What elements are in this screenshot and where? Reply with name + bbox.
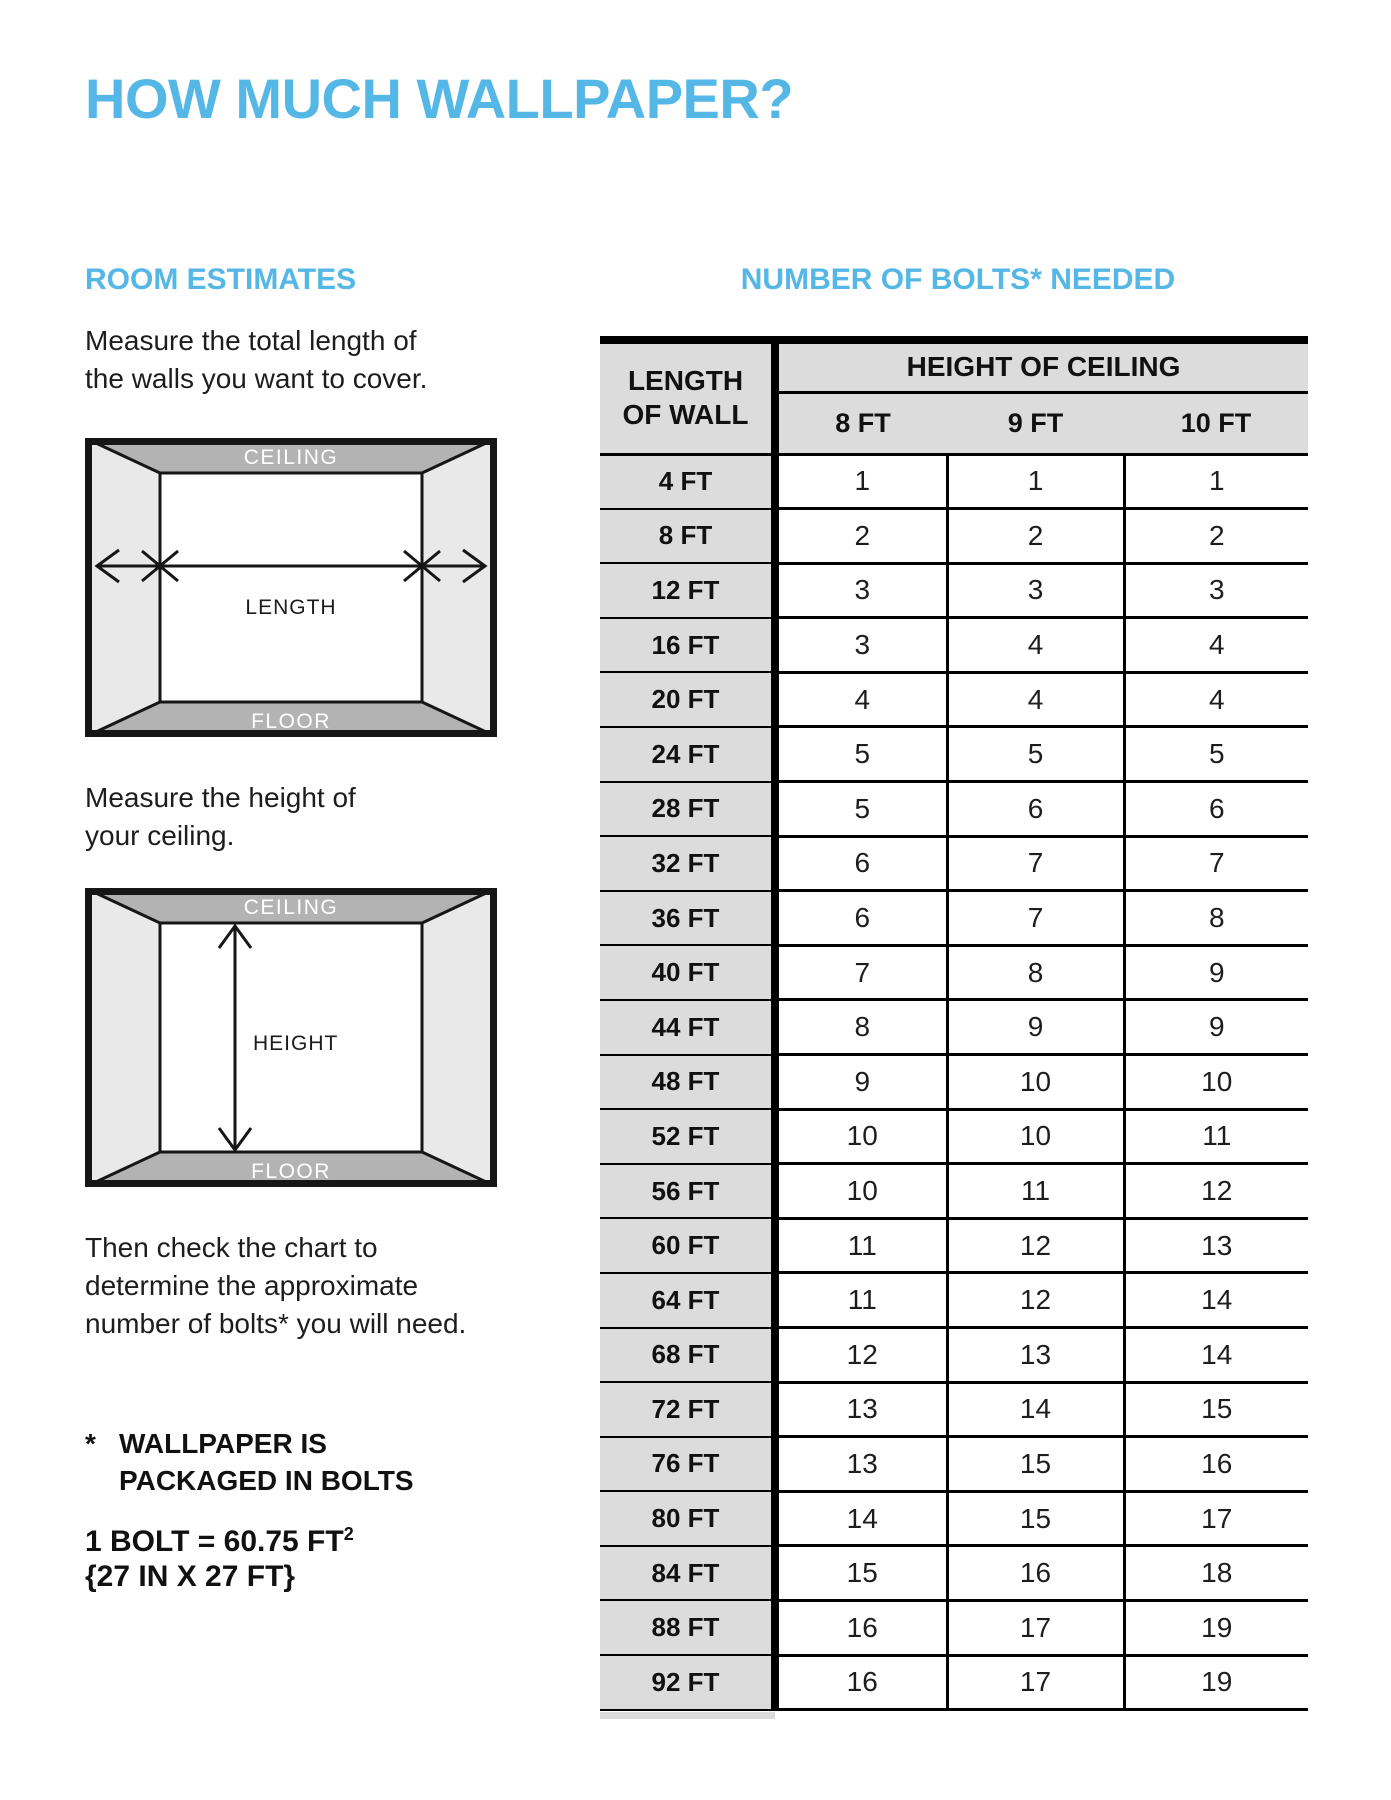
table-row bbox=[600, 1600, 1308, 1655]
bolt-count-cell: 7 bbox=[775, 945, 947, 1000]
wall-length-label: 60 FT bbox=[600, 1218, 775, 1273]
bolt-count-cell: 2 bbox=[1124, 509, 1308, 564]
bolt-count-cell: 16 bbox=[1124, 1437, 1308, 1492]
wall-length-label: 32 FT bbox=[600, 836, 775, 891]
bolt-count-cell: 9 bbox=[1124, 945, 1308, 1000]
wall-length-label: 68 FT bbox=[600, 1328, 775, 1383]
table-row bbox=[600, 1437, 1308, 1492]
wall-length-label: 24 FT bbox=[600, 727, 775, 782]
bolt-count-cell: 7 bbox=[1124, 836, 1308, 891]
bolt-count-cell: 5 bbox=[775, 782, 947, 837]
floor-label: FLOOR bbox=[251, 1160, 331, 1183]
column-header-8ft: 8 FT bbox=[775, 392, 947, 454]
wall-length-label: 20 FT bbox=[600, 672, 775, 727]
wall-length-label: 48 FT bbox=[600, 1055, 775, 1110]
bolt-count-cell: 17 bbox=[1124, 1491, 1308, 1546]
table-row bbox=[600, 454, 1308, 509]
table-row bbox=[600, 836, 1308, 891]
squared-superscript: 2 bbox=[343, 1524, 354, 1544]
bolt-count-cell: 19 bbox=[1124, 1600, 1308, 1655]
bolt-count-cell: 10 bbox=[775, 1164, 947, 1219]
bolt-count-cell: 4 bbox=[947, 618, 1124, 673]
page-title: HOW MUCH WALLPAPER? bbox=[85, 67, 794, 130]
paragraph-measure-height: Measure the height of your ceiling. bbox=[85, 782, 356, 851]
bolt-count-cell: 10 bbox=[947, 1109, 1124, 1164]
bolt-count-cell: 4 bbox=[1124, 618, 1308, 673]
bolt-count-cell: 7 bbox=[947, 891, 1124, 946]
table-row bbox=[600, 782, 1308, 837]
wall-length-label: 28 FT bbox=[600, 782, 775, 837]
bolt-count-cell: 3 bbox=[1124, 563, 1308, 618]
bolt-count-cell: 5 bbox=[1124, 727, 1308, 782]
bolt-count-cell: 8 bbox=[1124, 891, 1308, 946]
wall-length-label: 40 FT bbox=[600, 945, 775, 1000]
table-row bbox=[600, 509, 1308, 564]
room-length-diagram bbox=[85, 438, 497, 737]
bolt-count-cell: 3 bbox=[775, 618, 947, 673]
table-row bbox=[600, 1000, 1308, 1055]
table-row bbox=[600, 1328, 1308, 1383]
bolt-count-cell: 15 bbox=[947, 1491, 1124, 1546]
bolt-count-cell: 1 bbox=[775, 454, 947, 509]
label-column-end-strip bbox=[600, 1712, 775, 1719]
bolt-count-cell: 16 bbox=[775, 1655, 947, 1710]
ceiling-label: CEILING bbox=[243, 896, 339, 919]
wall-length-label: 88 FT bbox=[600, 1600, 775, 1655]
table-row bbox=[600, 1109, 1308, 1164]
bolt-count-cell: 3 bbox=[947, 563, 1124, 618]
wall-length-label: 80 FT bbox=[600, 1491, 775, 1546]
column-group-header-height-of-ceiling: HEIGHT OF CEILING bbox=[775, 340, 1308, 392]
table-row bbox=[600, 618, 1308, 673]
table-row bbox=[600, 1273, 1308, 1328]
bolt-count-cell: 11 bbox=[947, 1164, 1124, 1219]
bolt-count-cell: 12 bbox=[947, 1218, 1124, 1273]
wall-length-label: 76 FT bbox=[600, 1437, 775, 1492]
table-heading-wrap bbox=[600, 263, 1316, 297]
table-row bbox=[600, 1491, 1308, 1546]
wall-length-label: 52 FT bbox=[600, 1109, 775, 1164]
bolt-count-cell: 7 bbox=[947, 836, 1124, 891]
bolt-count-cell: 14 bbox=[775, 1491, 947, 1546]
table-row bbox=[600, 1655, 1308, 1710]
table-row bbox=[600, 1382, 1308, 1437]
bolt-count-cell: 5 bbox=[775, 727, 947, 782]
bolt-count-cell: 16 bbox=[947, 1546, 1124, 1601]
table-body bbox=[600, 454, 1308, 1710]
table-row bbox=[600, 945, 1308, 1000]
right-wall-surface bbox=[422, 438, 497, 737]
room-height-diagram bbox=[85, 888, 497, 1187]
table-row bbox=[600, 1218, 1308, 1273]
bolt-count-cell: 2 bbox=[947, 509, 1124, 564]
bolt-count-cell: 15 bbox=[1124, 1382, 1308, 1437]
wall-length-label: 8 FT bbox=[600, 509, 775, 564]
wall-length-label: 12 FT bbox=[600, 563, 775, 618]
bolt-count-cell: 16 bbox=[775, 1600, 947, 1655]
table-row bbox=[600, 891, 1308, 946]
bolt-count-cell: 13 bbox=[947, 1328, 1124, 1383]
bolt-count-cell: 15 bbox=[947, 1437, 1124, 1492]
bolt-count-cell: 10 bbox=[775, 1109, 947, 1164]
bolt-count-cell: 6 bbox=[947, 782, 1124, 837]
bolt-count-cell: 11 bbox=[775, 1218, 947, 1273]
bolt-count-cell: 4 bbox=[775, 672, 947, 727]
floor-label: FLOOR bbox=[251, 710, 331, 733]
bolt-count-cell: 2 bbox=[775, 509, 947, 564]
bolt-count-cell: 1 bbox=[947, 454, 1124, 509]
bolt-count-cell: 8 bbox=[775, 1000, 947, 1055]
bolt-count-cell: 14 bbox=[947, 1382, 1124, 1437]
section-heading-room-estimates: ROOM ESTIMATES bbox=[85, 263, 357, 296]
bolt-count-cell: 13 bbox=[775, 1382, 947, 1437]
table-row bbox=[600, 1164, 1308, 1219]
bolt-count-cell: 12 bbox=[775, 1328, 947, 1383]
wall-length-label: 64 FT bbox=[600, 1273, 775, 1328]
wall-length-label: 36 FT bbox=[600, 891, 775, 946]
bolt-count-cell: 6 bbox=[775, 836, 947, 891]
left-wall-surface bbox=[85, 888, 160, 1187]
bolt-count-cell: 6 bbox=[775, 891, 947, 946]
table-row bbox=[600, 1055, 1308, 1110]
bolt-count-cell: 5 bbox=[947, 727, 1124, 782]
bolt-count-cell: 9 bbox=[947, 1000, 1124, 1055]
paragraph-measure-length: Measure the total length of the walls you want to cover. bbox=[85, 325, 428, 394]
bolt-count-cell: 14 bbox=[1124, 1273, 1308, 1328]
bolt-count-cell: 17 bbox=[947, 1600, 1124, 1655]
bolt-count-cell: 11 bbox=[1124, 1109, 1308, 1164]
back-wall-surface bbox=[160, 473, 422, 702]
bolt-count-cell: 10 bbox=[947, 1055, 1124, 1110]
bolt-count-cell: 6 bbox=[1124, 782, 1308, 837]
wall-length-label: 4 FT bbox=[600, 454, 775, 509]
table-row bbox=[600, 1546, 1308, 1601]
table-row bbox=[600, 727, 1308, 782]
column-header-length-of-wall: LENGTH OF WALL bbox=[600, 340, 775, 454]
length-label: LENGTH bbox=[245, 596, 337, 619]
paragraph-check-chart: Then check the chart to determine the approximate number of bolts* you will need. bbox=[85, 1232, 467, 1339]
bolt-count-cell: 1 bbox=[1124, 454, 1308, 509]
column-header-9ft: 9 FT bbox=[947, 392, 1124, 454]
height-label: HEIGHT bbox=[253, 1032, 339, 1055]
bolt-count-cell: 15 bbox=[775, 1546, 947, 1601]
bolt-count-cell: 8 bbox=[947, 945, 1124, 1000]
bolt-count-cell: 12 bbox=[1124, 1164, 1308, 1219]
bolt-dimensions: {27 IN X 27 FT} bbox=[85, 1560, 296, 1593]
ceiling-label: CEILING bbox=[243, 446, 339, 469]
bolt-count-cell: 4 bbox=[947, 672, 1124, 727]
asterisk: * bbox=[85, 1428, 96, 1459]
wall-length-label: 72 FT bbox=[600, 1382, 775, 1437]
bolt-count-cell: 19 bbox=[1124, 1655, 1308, 1710]
bolt-count-cell: 9 bbox=[775, 1055, 947, 1110]
bolt-count-cell: 13 bbox=[1124, 1218, 1308, 1273]
bolts-footnote: * WALLPAPER IS PACKAGED IN BOLTS bbox=[85, 1425, 414, 1499]
wall-length-label: 84 FT bbox=[600, 1546, 775, 1601]
section-heading-bolts-needed: NUMBER OF BOLTS* NEEDED bbox=[740, 263, 1176, 296]
bolt-count-cell: 14 bbox=[1124, 1328, 1308, 1383]
bolt-count-cell: 9 bbox=[1124, 1000, 1308, 1055]
bolt-count-cell: 4 bbox=[1124, 672, 1308, 727]
wall-length-label: 44 FT bbox=[600, 1000, 775, 1055]
bolt-count-cell: 17 bbox=[947, 1655, 1124, 1710]
wall-length-label: 16 FT bbox=[600, 618, 775, 673]
left-wall-surface bbox=[85, 438, 160, 737]
bolt-count-cell: 13 bbox=[775, 1437, 947, 1492]
bolt-count-cell: 3 bbox=[775, 563, 947, 618]
table-row bbox=[600, 672, 1308, 727]
bolt-count-cell: 10 bbox=[1124, 1055, 1308, 1110]
bolts-needed-table bbox=[600, 336, 1308, 1711]
wall-length-label: 92 FT bbox=[600, 1655, 775, 1710]
column-header-10ft: 10 FT bbox=[1124, 392, 1308, 454]
table-row bbox=[600, 563, 1308, 618]
bolt-equation: 1 BOLT = 60.75 $FT^2$ bbox=[85, 1524, 354, 1558]
right-wall-surface bbox=[422, 888, 497, 1187]
bolt-count-cell: 18 bbox=[1124, 1546, 1308, 1601]
wall-length-label: 56 FT bbox=[600, 1164, 775, 1219]
bolt-count-cell: 11 bbox=[775, 1273, 947, 1328]
bolt-count-cell: 12 bbox=[947, 1273, 1124, 1328]
